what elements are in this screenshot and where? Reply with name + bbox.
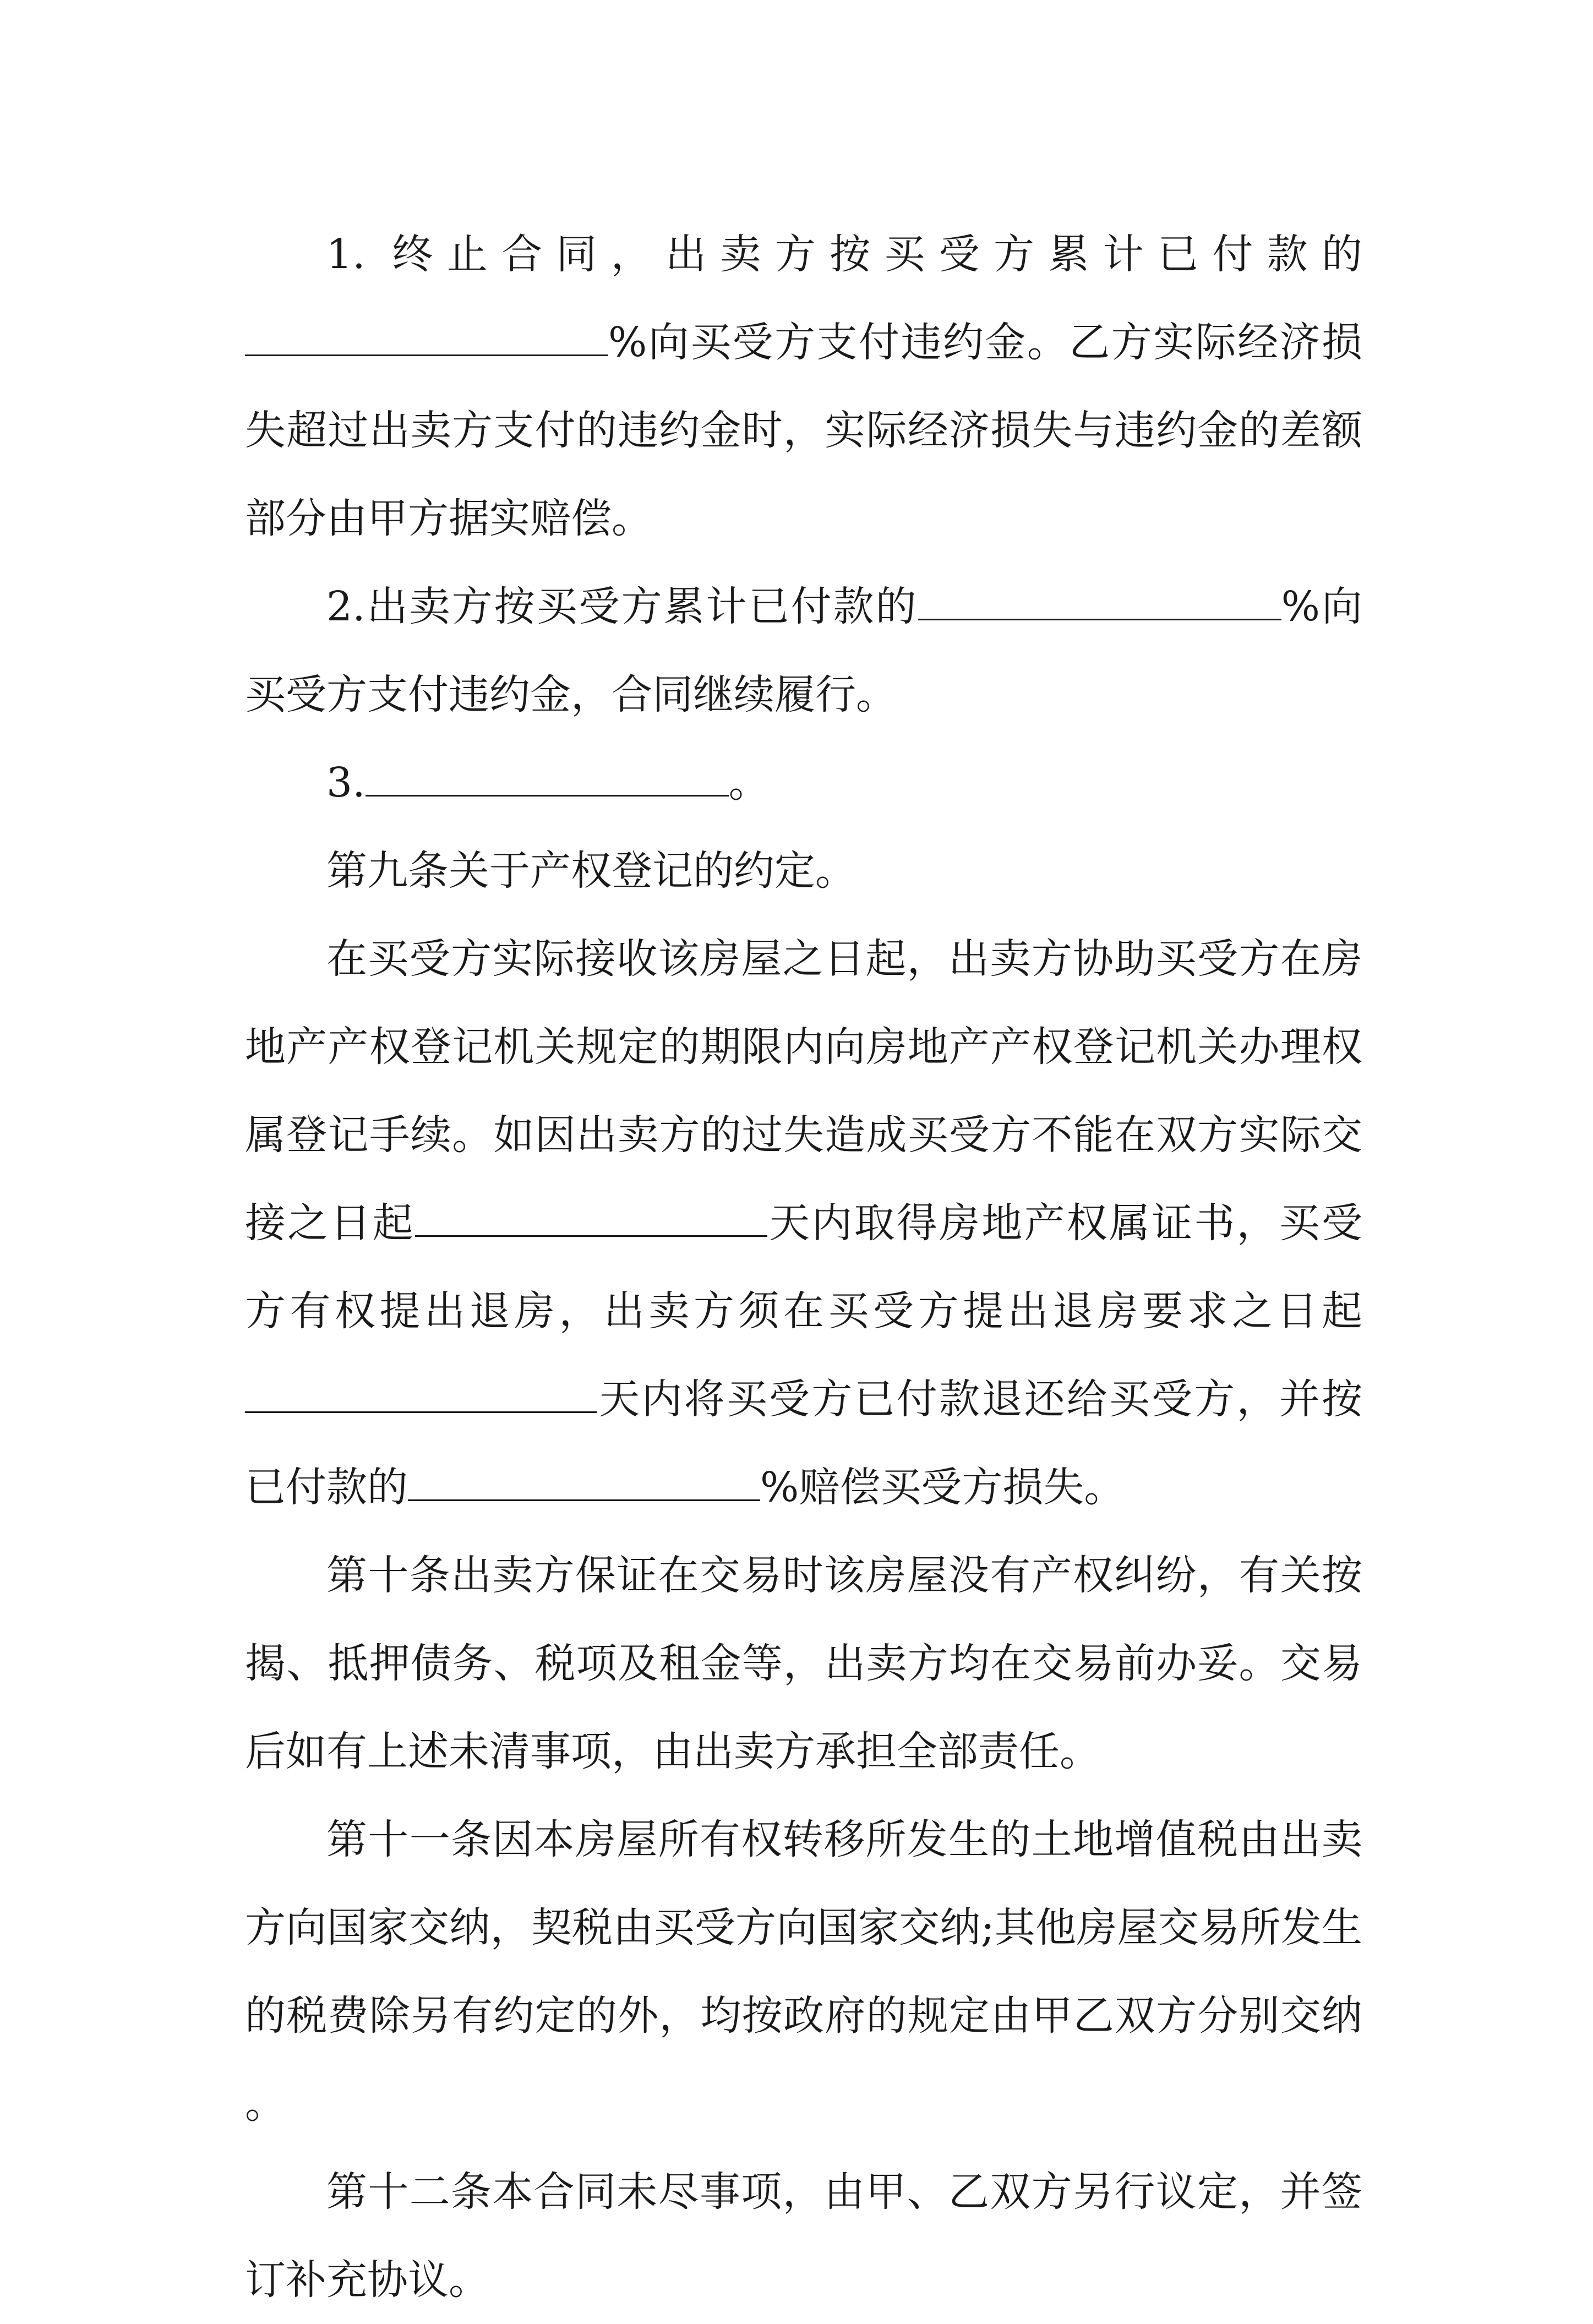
paragraph-text: 2.出卖方按买受方累计已付款的 (326, 583, 918, 630)
paragraph-text: 天内将买受方已付款退还给买受方，并按已付款的 (245, 1376, 1362, 1511)
paragraph-text: 第十一条因本房屋所有权转移所发生的土地增值税由出卖方向国家交纳，契税由买受方向国家交纳;其他房屋交易所发生的税费除另有约定的外，均按政府的规定由甲乙双方分别交纳。 (245, 1816, 1362, 2127)
clause-8-option-1 (245, 210, 1362, 563)
fill-in-blank-percent[interactable] (408, 1461, 760, 1501)
fill-in-blank-other[interactable] (365, 756, 729, 797)
paragraph-text: 3. (326, 759, 365, 806)
clause-8-option-2 (245, 563, 1362, 739)
paragraph-text: 。 (728, 759, 770, 806)
article-9-heading (245, 827, 1362, 915)
fill-in-blank-percent[interactable] (245, 316, 608, 356)
paragraph-text: 1. 终止合同，出卖方按买受方累计已付款的 (326, 231, 1362, 278)
article-10 (245, 1531, 1362, 1796)
paragraph-text: 天内取得房地产权属证书，买受方有权提出退房，出卖方须在买受方提出退房要求之日起 (245, 1199, 1362, 1335)
paragraph-text: %向买受方支付违约金，合同继续履行。 (245, 583, 1362, 718)
paragraph-text: 第九条关于产权登记的约定。 (326, 847, 856, 894)
paragraph-text: 第十条出卖方保证在交易时该房屋没有产权纠纷，有关按揭、抵押债务、税项及租金等，出卖方均在交易前办妥。交易后如有上述未清事项，由出卖方承担全部责任。 (245, 1552, 1362, 1775)
fill-in-blank-days[interactable] (245, 1373, 597, 1413)
paragraph-text: %向买受方支付违约金。乙方实际经济损失超过出卖方支付的违约金时，实际经济损失与违约金的差额部分由甲方据实赔偿。 (245, 319, 1362, 542)
clause-8-option-3 (245, 739, 1362, 827)
paragraph-text: %赔偿买受方损失。 (760, 1464, 1125, 1511)
article-12 (245, 2148, 1362, 2324)
document-page (245, 210, 1362, 2324)
article-11 (245, 1796, 1362, 2148)
fill-in-blank-percent[interactable] (918, 580, 1281, 620)
article-9-body (245, 915, 1362, 1531)
paragraph-text: 在买受方实际接收该房屋之日起，出卖方协助买受方在房地产产权登记机关规定的期限内向房地产产权登记机关办理权属登记手续。如因出卖方的过失造成买受方不能在双方实际交接之日起 (245, 935, 1362, 1247)
paragraph-text: 第十二条本合同未尽事项，由甲、乙双方另行议定，并签订补充协议。 (245, 2168, 1362, 2304)
fill-in-blank-days[interactable] (415, 1197, 767, 1237)
